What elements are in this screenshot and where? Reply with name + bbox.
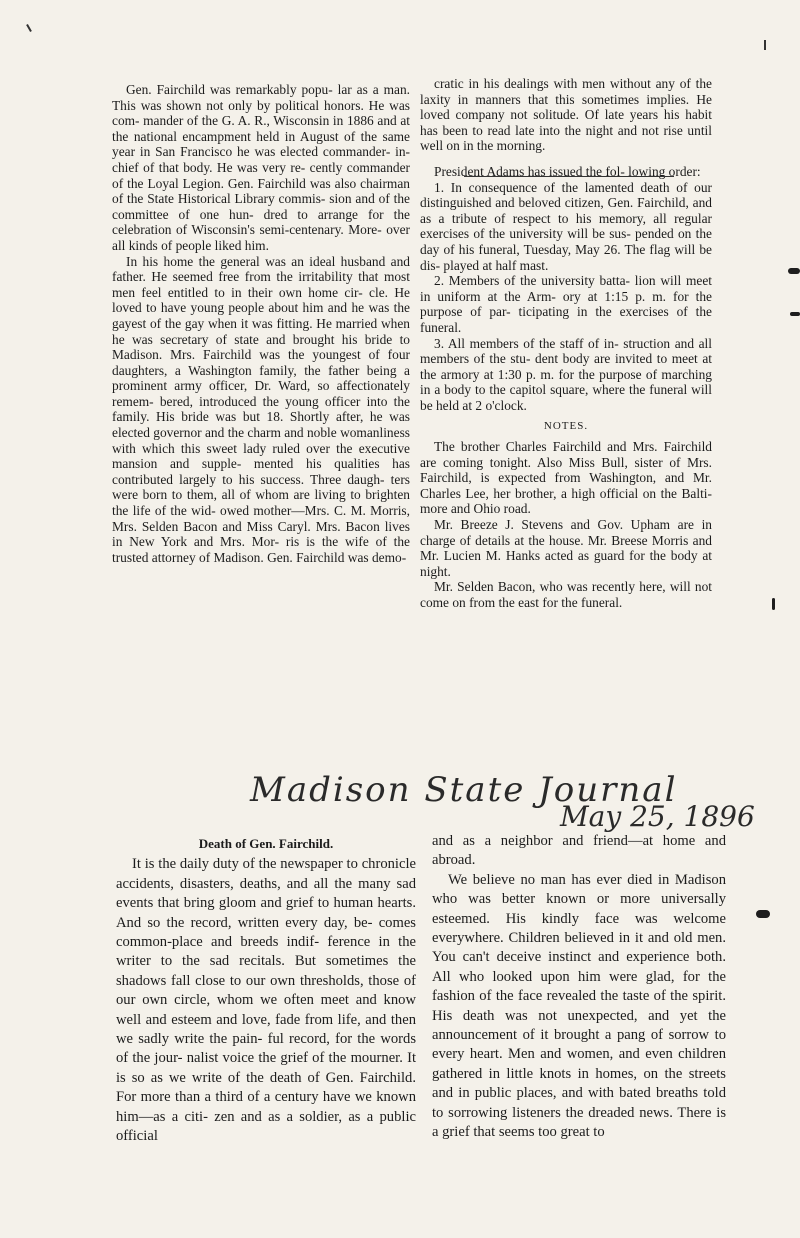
notes-heading: NOTES. bbox=[543, 420, 589, 433]
obituary-paragraph-1: It is the daily duty of the newspaper to chronicle accidents, disasters, deaths, and all the many sad events that bring gloom and grief to human hearts. And so the record, written every day, be- comes common-place and breeds indif- ference in the writer to the sad recitals. But sometimes the shadows fall close to our own thresholds, those of our own circle, whom we often meet and know well and esteem and love, fade from life, and then we sadly write the pain- ful record, for the words of the jour- nalist voice the grief of the mourner. It is so as we write of the death of Gen. Fairchild. For more than a third of a century have we known him—as a citi- zen and as a soldier, as a public official bbox=[116, 856, 416, 1145]
scan-speck bbox=[772, 598, 775, 610]
paragraph-character: cratic in his dealings with men without any of the laxity in manners that this sometimes implies. He loved company not solitude. Of late years his habit has been to read late into the night and not rise until well on in the morning. bbox=[420, 76, 712, 154]
order-item-3: 3. All members of the staff of in- struction and all members of the stu- dent body are invited to meet at the armory at 1:30 p. m. for the purpose of marching in a body to the capitol square, where the funeral will be held at 2 o'clock. bbox=[420, 335, 712, 413]
article-column-2 bbox=[420, 76, 712, 611]
order-item-1: 1. In consequence of the lamented death of our distinguished and beloved citizen, Gen. Fairchild, and as a tribute of respect to his memory, all regular exercises of the university will be sus- pended on the day of his funeral, Tuesday, May 26. The flag will be dis- played at half mast. bbox=[420, 179, 712, 273]
note-2: Mr. Breeze J. Stevens and Gov. Upham are in charge of details at the house. Mr. Breese Morris and Mr. Lucien M. Hanks acted as guard for the body at night. bbox=[420, 517, 712, 579]
scan-speck bbox=[764, 40, 766, 50]
handwritten-paper-name: Madison State Journal bbox=[250, 770, 678, 810]
obituary-column-2 bbox=[432, 832, 726, 1143]
obituary-paragraph-3: We believe no man has ever died in Madison who was better known or more universally esteemed. His kindly face was welcome everywhere. Children believed in it and old men. You can't deceive instinct and experience both. All who looked upon him were glad, for the fashion of the face revealed the taste of the spirit. His death was not unexpected, and yet the announcement of it brought a pang of sorrow to every heart. Men and women, and even children gathered in little knots in homes, on the streets and in public places, and with bated breaths told to sorrowing listeners the dreaded news. There is a grief that seems too great to bbox=[432, 871, 726, 1141]
punch-mark bbox=[756, 910, 770, 918]
note-3: Mr. Selden Bacon, who was recently here, will not come on from the east for the funeral. bbox=[420, 579, 712, 610]
paragraph-popularity: Gen. Fairchild was remarkably popu- lar as a man. This was shown not only by political honors. He was com- mander of the G. A. R., Wisconsin in 1886 and at the national encampment held in August of the same year in San Francisco he was elected commander- in-chief of that body. He was very re- cently commander of the Loyal Legion. Gen. Fairchild was also chairman of the State Historical Library commis- sion and of the committee of one hun- dred to arrange for the celebration of Wisconsin's semi-centenary. More- over all kinds of people liked him. bbox=[112, 82, 410, 253]
obituary-column-1 bbox=[116, 832, 416, 1147]
handwritten-date: May 25, 1896 bbox=[560, 800, 755, 833]
order-intro: President Adams has issued the fol- lowing order: bbox=[434, 163, 701, 179]
order-item-2: 2. Members of the university batta- lion will meet in uniform at the Arm- ory at 1:15 p. m. for the purpose of par- ticipating in the exercises of the funeral. bbox=[420, 273, 712, 335]
obituary-title: Death of Gen. Fairchild. bbox=[198, 836, 334, 851]
obituary-paragraph-2: and as a neighbor and friend—at home and abroad. bbox=[432, 833, 726, 869]
article-column-1 bbox=[112, 82, 410, 565]
scan-speck bbox=[26, 24, 32, 32]
punch-mark bbox=[788, 268, 800, 274]
note-1: The brother Charles Fairchild and Mrs. Fairchild are coming tonight. Also Miss Bull, sister of Mrs. Fairchild, is expected from Washington, and Mr. Charles Lee, her brother, a high official on the Balti- more and Ohio road. bbox=[420, 439, 712, 517]
punch-mark bbox=[790, 312, 800, 316]
column-divider-rule bbox=[464, 176, 674, 177]
paragraph-home-life: In his home the general was an ideal husband and father. He seemed free from the irritability that most men feel entitled to in their own home cir- cle. He loved to have young people about him and he was the gayest of the gay when it was fitting. He married when he was secretary of state and brought his bride to Madison. Mrs. Fairchild was the youngest of four daughters, a Washington family, the father being a prominent army officer, Dr. Ward, so affectionately remem- bered, introduced the young officer into the family. His bride was but 18. Shortly after, he was elected governor and the charm and noble womanliness with which this sweet lady ruled over the executive mansion and supple- mented his qualities has contributed largely to his success. Three daugh- ters were born to them, all of whom are living to brighten the life of the wid- owed mother—Mrs. C. M. Morris, Mrs. Selden Bacon and Miss Caryl. Mrs. Bacon lives in New York and Mrs. Mor- ris is the wife of the trusted attorney of Madison. Gen. Fairchild was demo- bbox=[112, 253, 410, 565]
